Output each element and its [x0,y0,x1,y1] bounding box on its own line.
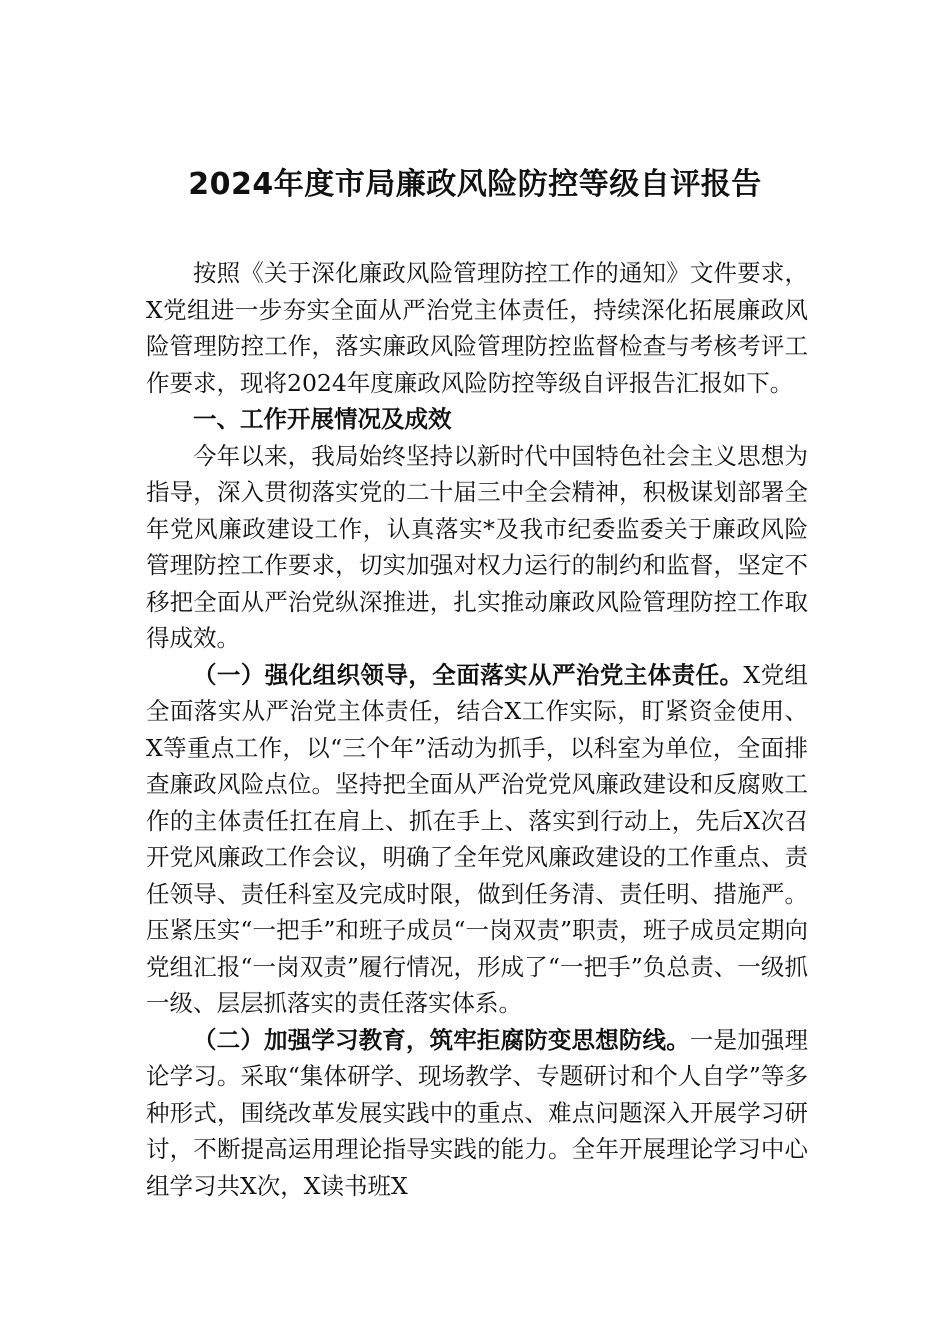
subsection-2-lead: （二）加强学习教育，筑牢拒腐防变思想防线。 [193,1025,690,1054]
subsection-2-paragraph [146,1022,808,1205]
section-heading-1: 一、工作开展情况及成效 [193,405,452,433]
document-body [146,255,808,1204]
subsection-1-paragraph [146,657,808,1022]
subsection-1-lead: （一）强化组织领导，全面落实从严治党主体责任。 [193,660,744,689]
intro-paragraph: 按照《关于深化廉政风险管理防控工作的通知》文件要求，X党组进一步夯实全面从严治党主体责任，持续深化拓展廉政风险管理防控工作，落实廉政风险管理防控监督检查与考核考评工作要求，现将2024年度廉政风险防控等级自评报告汇报如下。 [146,259,808,397]
section-1-paragraph: 今年以来，我局始终坚持以新时代中国特色社会主义思想为指导，深入贯彻落实党的二十届三中全会精神，积极谋划部署全年党风廉政建设工作，认真落实*及我市纪委监委关于廉政风险管理防控工作要求，切实加强对权力运行的制约和监督，坚定不移把全面从严治党纵深推进，扎实推动廉政风险管理防控工作取得成效。 [146,441,808,652]
document-title: 2024年度市局廉政风险防控等级自评报告 [188,167,762,202]
subsection-1-text: X党组全面落实从严治党主体责任，结合X工作实际，盯紧资金使用、X等重点工作，以“三个年”活动为抓手，以科室为单位，全面排查廉政风险点位。坚持把全面从严治党党风廉政建设和反腐败工作的主体责任扛在肩上、抓在手上、落实到行动上，先后X次召开党风廉政工作会议，明确了全年党风廉政建设的工作重点、责任领导、责任科室及完成时限，做到任务清、责任明、措施严。压紧压实“一把手”和班子成员“一岗双责”职责，班子成员定期向党组汇报“一岗双责”履行情况，形成了“一把手”负总责、一级抓一级、层层抓落实的责任落实体系。 [146,660,808,1017]
subsection-2-text: 一是加强理论学习。采取“集体研学、现场教学、专题研讨和个人自学”等多种形式，围绕改革发展实践中的重点、难点问题深入开展学习研讨，不断提高运用理论指导实践的能力。全年开展理论学习中心组学习共X次，X读书班X [146,1025,808,1200]
